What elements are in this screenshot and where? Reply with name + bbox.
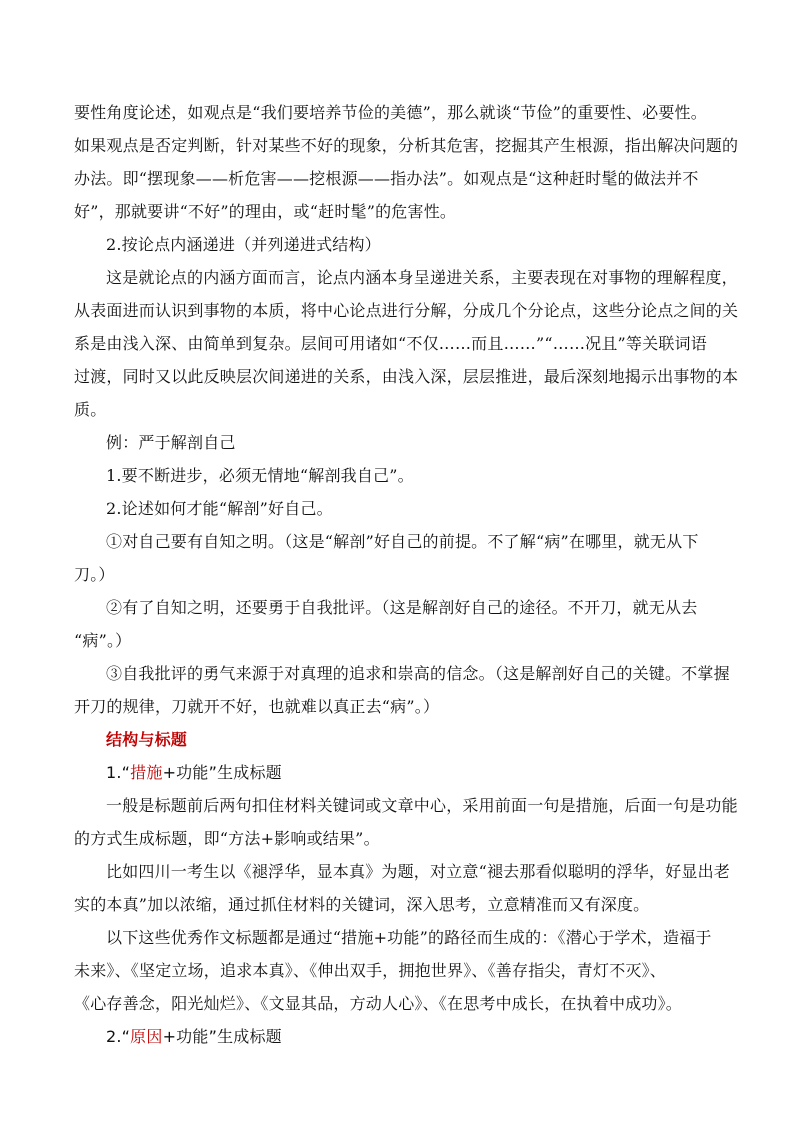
paragraph-line-23: 的方式生成标题，即“方法+影响或结果”。 — [74, 829, 380, 848]
example-subpoint-3-line-1: ③自我批评的勇气来源于对真理的追求和崇高的信念。（这是解剖好自己的关键。不掌握 — [106, 664, 730, 683]
document-body — [74, 96, 739, 1053]
subheading-red-keyword: 措施 — [130, 763, 163, 782]
example-point-2: 2.论述如何才能“解剖”好自己。 — [106, 499, 333, 518]
paragraph-line-28: 《心存善念，阳光灿烂》、《文显其品，方动人心》、《在思考中成长，在执着中成功》。 — [74, 994, 683, 1013]
paragraph-line-2: 如果观点是否定判断，针对某些不好的现象，分析其危害，挖掘其产生根源，指出解决问题的 — [74, 136, 739, 155]
paragraph-line-25: 实的本真”加以浓缩，通过抓住材料的关键词，深入思考，立意精准而又有深度。 — [74, 895, 650, 914]
example-subpoint-1-line-2: 刀。） — [74, 565, 115, 584]
paragraph-line-9: 过渡，同时又以此反映层次间递进的关系，由浅入深，层层推进，最后深刻地揭示出事物的本 — [74, 367, 739, 386]
example-subpoint-1-line-1: ①对自己要有自知之明。（这是“解剖”好自己的前提。不了解“病”在哪里，就无从下 — [106, 532, 699, 551]
paragraph-line-7: 从表面进而认识到事物的本质，将中心论点进行分解，分成几个分论点，这些分论点之间的关 — [74, 301, 739, 320]
paragraph-line-8: 系是由浅入深、由简单到复杂。层间可用诸如“不仅……而且……”“……况且”等关联词语 — [74, 334, 707, 353]
paragraph-line-27: 未来》、《坚定立场，追求本真》、《伸出双手，拥抱世界》、《善存指尖，青灯不灭》、 — [74, 961, 667, 980]
paragraph-line-10: 质。 — [74, 400, 107, 419]
example-subpoint-3-line-2: 开刀的规律，刀就开不好，也就难以真正去“病”。） — [74, 697, 440, 716]
section-heading-structure-title: 结构与标题 — [106, 730, 188, 749]
subheading-measure-function — [74, 756, 724, 789]
subheading-quote-open: “ — [121, 763, 131, 782]
subsection-title-progressive: 2.按论点内涵递进（并列递进式结构） — [106, 235, 381, 254]
example-title: 例：严于解剖自己 — [106, 433, 236, 452]
paragraph-line-4: 好”，那就要讲“不好”的理由，或“赶时髦”的危害性。 — [74, 202, 457, 221]
subheading-rest: +功能”生成标题 — [162, 1027, 282, 1046]
example-subpoint-2-line-2: “病”。） — [74, 631, 132, 650]
subheading-red-keyword: 原因 — [130, 1027, 163, 1046]
paragraph-line-26: 以下这些优秀作文标题都是通过“措施+功能”的路径而生成的：《潜心于学术，造福于 — [106, 928, 712, 947]
subheading-rest: +功能”生成标题 — [162, 763, 282, 782]
paragraph-line-22: 一般是标题前后两句扣住材料关键词或文章中心，采用前面一句是措施，后面一句是功能 — [106, 796, 738, 815]
paragraph-line-3: 办法。即“摆现象——析危害——挖根源——指办法”。如观点是“这种赶时髦的做法并不 — [74, 169, 699, 188]
paragraph-line-1: 要性角度论述，如观点是“我们要培养节俭的美德”，那么就谈“节俭”的重要性、必要性。 — [74, 103, 707, 122]
example-subpoint-2-line-1: ②有了自知之明，还要勇于自我批评。（这是解剖好自己的途径。不开刀，就无从去 — [106, 598, 698, 617]
subheading-quote-open: “ — [121, 1027, 131, 1046]
subheading-number: 1. — [106, 763, 122, 782]
subheading-cause-function — [74, 1020, 724, 1053]
example-point-1: 1.要不断进步，必须无情地“解剖我自己”。 — [106, 466, 414, 485]
paragraph-line-24: 比如四川一考生以《褪浮华，显本真》为题，对立意“褪去那看似聪明的浮华，好显出老 — [106, 862, 730, 881]
subheading-number: 2. — [106, 1027, 122, 1046]
paragraph-line-6: 这是就论点的内涵方面而言，论点内涵本身呈递进关系，主要表现在对事物的理解程度， — [106, 268, 738, 287]
